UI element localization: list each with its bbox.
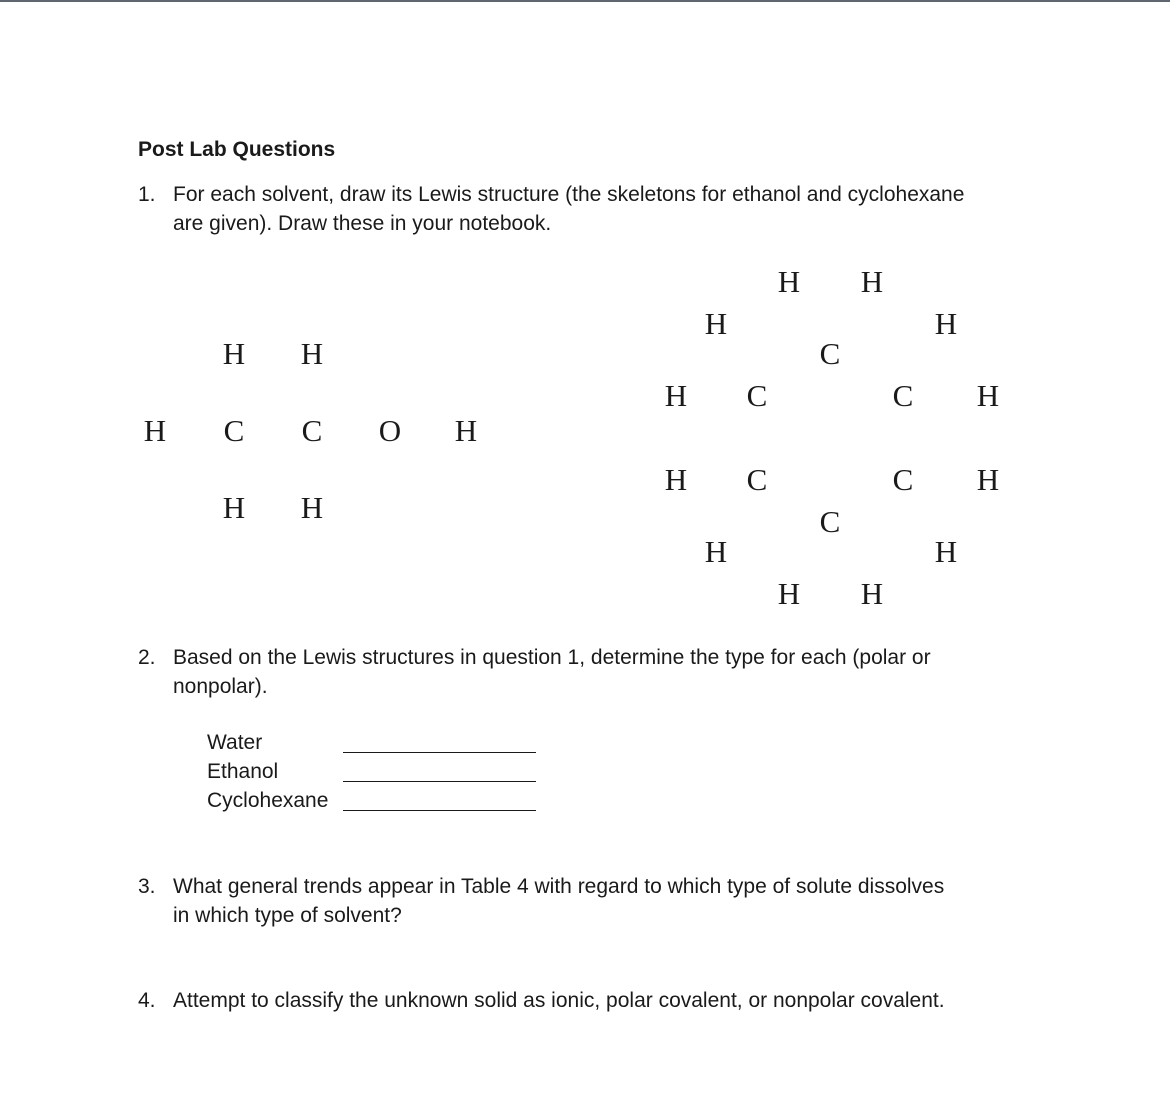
question-2: [138, 643, 1098, 703]
atom-hydrogen: H: [300, 490, 324, 525]
atom-hydrogen: H: [777, 264, 801, 299]
atom-hydrogen: H: [143, 413, 167, 448]
atom-hydrogen: H: [454, 413, 478, 448]
atom-hydrogen: H: [934, 534, 958, 569]
atom-carbon: C: [819, 336, 841, 371]
question-number: 2.: [138, 646, 156, 669]
answer-blank-ethanol[interactable]: [343, 781, 536, 782]
answer-label-water: Water: [207, 731, 263, 754]
question-text-line1: What general trends appear in Table 4 with regard to which type of solute dissolves: [173, 875, 945, 898]
atom-carbon: C: [746, 462, 768, 497]
atom-hydrogen: H: [777, 576, 801, 611]
answer-blank-cyclohexane[interactable]: [343, 810, 536, 811]
atom-hydrogen: H: [664, 462, 688, 497]
top-border: [0, 0, 1170, 2]
question-text-line1: Based on the Lewis structures in question 1, determine the type for each (polar or: [173, 646, 931, 669]
question-text-line1: Attempt to classify the unknown solid as ionic, polar covalent, or nonpolar covalent.: [173, 989, 945, 1012]
atom-carbon: C: [819, 504, 841, 539]
question-text-line2: nonpolar).: [173, 675, 268, 698]
question-number: 1.: [138, 183, 156, 206]
answer-blank-water[interactable]: [343, 752, 536, 753]
question-4: [138, 986, 1098, 1016]
question-number: 4.: [138, 989, 156, 1012]
atom-oxygen: O: [378, 413, 402, 448]
atom-carbon: C: [746, 378, 768, 413]
atom-hydrogen: H: [976, 462, 1000, 497]
question-text-line2: are given). Draw these in your notebook.: [173, 212, 552, 235]
question-text-line1: For each solvent, draw its Lewis structure (the skeletons for ethanol and cyclohexane: [173, 183, 965, 206]
atom-hydrogen: H: [934, 306, 958, 341]
atom-hydrogen: H: [860, 264, 884, 299]
question-1: [138, 180, 1098, 240]
atom-carbon: C: [892, 378, 914, 413]
question-3: [138, 872, 1098, 932]
atom-hydrogen: H: [222, 336, 246, 371]
atom-carbon: C: [223, 413, 245, 448]
question-number: 3.: [138, 875, 156, 898]
atom-hydrogen: H: [300, 336, 324, 371]
atom-carbon: C: [892, 462, 914, 497]
atom-hydrogen: H: [976, 378, 1000, 413]
atom-hydrogen: H: [664, 378, 688, 413]
answer-label-cyclohexane: Cyclohexane: [207, 789, 329, 812]
atom-hydrogen: H: [860, 576, 884, 611]
answer-label-ethanol: Ethanol: [207, 760, 279, 783]
atom-hydrogen: H: [704, 306, 728, 341]
page-title: Post Lab Questions: [138, 138, 336, 161]
atom-hydrogen: H: [222, 490, 246, 525]
atom-hydrogen: H: [704, 534, 728, 569]
question-text-line2: in which type of solvent?: [173, 904, 402, 927]
atom-carbon: C: [301, 413, 323, 448]
